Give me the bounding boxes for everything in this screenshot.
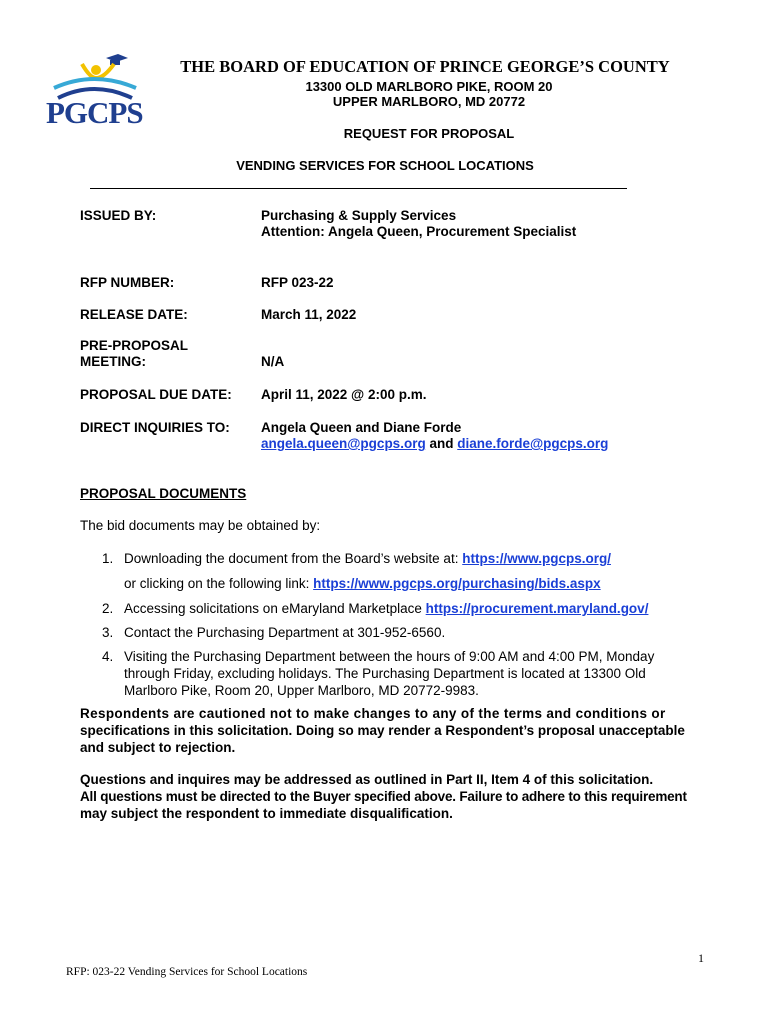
list-item-4-line2: through Friday, excluding holidays. The Purchasing Department is located at 13300 Old <box>124 666 646 681</box>
page-number: 1 <box>698 951 704 965</box>
questions-line-2: All questions must be directed to the Buyer specified above. Failure to adhere to this requirement <box>80 789 687 804</box>
documents-intro: The bid documents may be obtained by: <box>80 518 321 533</box>
proposal-documents-heading: PROPOSAL DOCUMENTS <box>80 486 247 501</box>
address-line-2: UPPER MARLBORO, MD 20772 <box>332 94 526 109</box>
list-item-1-continued <box>124 575 601 592</box>
inquiries-value: Angela Queen and Diane Forde <box>261 420 462 435</box>
email-link-angela[interactable]: angela.queen@pgcps.org <box>261 436 426 451</box>
caution-line-1: Respondents are cautioned not to make changes to any of the terms and conditions or <box>80 706 666 721</box>
release-date-value: March 11, 2022 <box>261 307 357 322</box>
inquiries-emails <box>261 436 608 452</box>
footer-text: RFP: 023-22 Vending Services for School Locations <box>66 966 308 978</box>
questions-line-3: may subject the respondent to immediate disqualification. <box>80 806 453 821</box>
list-item-2-text: Accessing solicitations on eMaryland Marketplace <box>124 601 422 616</box>
address-line-1: 13300 OLD MARLBORO PIKE, ROOM 20 <box>305 79 553 94</box>
list-item-1-text: Downloading the document from the Board’s website at: <box>124 551 459 566</box>
caution-line-3: and subject to rejection. <box>80 740 236 755</box>
list-item-2 <box>124 600 648 617</box>
due-date-label: PROPOSAL DUE DATE: <box>80 387 232 402</box>
preproposal-value: N/A <box>261 354 285 369</box>
logo-text: PGCPS <box>46 95 143 130</box>
list-item-1 <box>124 550 611 567</box>
list-item-3: Contact the Purchasing Department at 301-952-6560. <box>124 625 446 640</box>
inquiries-and: and <box>429 436 454 451</box>
rfp-number-value: RFP 023-22 <box>261 275 334 290</box>
list-number-4: 4. <box>102 649 114 664</box>
due-date-value: April 11, 2022 @ 2:00 p.m. <box>261 387 427 402</box>
email-link-diane[interactable]: diane.forde@pgcps.org <box>457 436 609 451</box>
list-number-1: 1. <box>102 551 114 566</box>
issued-by-attention: Attention: Angela Queen, Procurement Specialist <box>261 224 577 239</box>
list-item-4-line1: Visiting the Purchasing Department between the hours of 9:00 AM and 4:00 PM, Monday <box>124 649 655 664</box>
pgcps-website-link[interactable]: https://www.pgcps.org/ <box>462 551 611 566</box>
emaryland-link[interactable]: https://procurement.maryland.gov/ <box>425 601 649 616</box>
list-item-1-text2: or clicking on the following link: <box>124 576 310 591</box>
rfp-number-label: RFP NUMBER: <box>80 275 175 290</box>
board-title: THE BOARD OF EDUCATION OF PRINCE GEORGE’S COUNTY <box>180 57 670 76</box>
preproposal-label-line1: PRE-PROPOSAL <box>80 338 189 353</box>
preproposal-label-line2: MEETING: <box>80 354 146 369</box>
list-item-4-line3: Marlboro Pike, Room 20, Upper Marlboro, MD 20772-9983. <box>124 683 479 698</box>
header-divider <box>90 188 627 189</box>
bids-link[interactable]: https://www.pgcps.org/purchasing/bids.aspx <box>313 576 601 591</box>
inquiries-label: DIRECT INQUIRIES TO: <box>80 420 230 435</box>
questions-line-1: Questions and inquires may be addressed as outlined in Part II, Item 4 of this solicitation. <box>80 772 654 787</box>
release-date-label: RELEASE DATE: <box>80 307 188 322</box>
caution-line-2: specifications in this solicitation. Doing so may render a Respondent’s proposal unacceptable <box>80 723 685 738</box>
issued-by-value: Purchasing & Supply Services <box>261 208 457 223</box>
document-type: REQUEST FOR PROPOSAL <box>343 126 515 141</box>
issued-by-label: ISSUED BY: <box>80 208 157 223</box>
list-number-2: 2. <box>102 601 114 616</box>
document-subject: VENDING SERVICES FOR SCHOOL LOCATIONS <box>236 158 534 173</box>
list-number-3: 3. <box>102 625 114 640</box>
